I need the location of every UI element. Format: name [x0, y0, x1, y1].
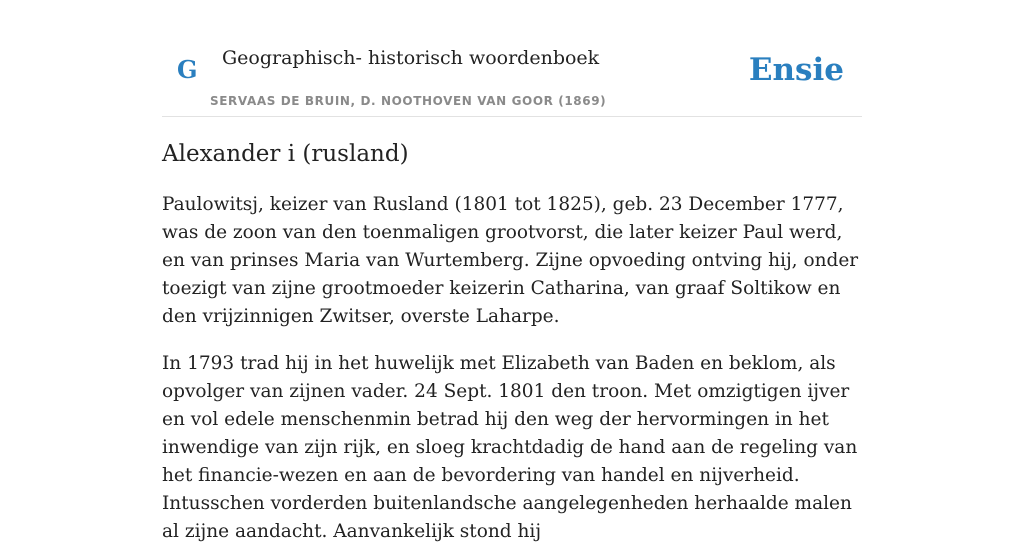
article-paragraph: Paulowitsj, keizer van Rusland (1801 tot 1825), geb. 23 December 1777, was de zoon van den toenmaligen grootvorst, die later keizer Paul werd, en van prinses Maria van Wurtemberg. Zijne opvoeding ontving hij, onder toezigt van zijne grootmoeder keizerin Catharina, van graaf Soltikow en den vrijzinnigen Zwitser, overste Laharpe. — [162, 194, 859, 327]
ensie-logo-link[interactable]: Ensie — [748, 52, 844, 88]
book-letter-link[interactable]: G — [177, 55, 198, 84]
entry-title: Alexander i (rusland) — [162, 141, 409, 167]
book-authors: SERVAAS DE BRUIN, D. NOOTHOVEN VAN GOOR (1869) — [210, 94, 607, 108]
article — [162, 138, 862, 546]
book-title[interactable]: Geographisch- historisch woordenboek — [222, 47, 600, 69]
article-paragraph: In 1793 trad hij in het huwelijk met Elizabeth van Baden en beklom, als opvolger van zijnen vader. 24 Sept. 1801 den troon. Met omzigtigen ijver en vol edele menschenmin betrad hij den weg der hervormingen in het inwendige van zijn rijk, en sloeg krachtdadig de hand aan de regeling van het financie-wezen en aan de bevordering van handel en nijverheid. Intusschen vorderden buitenlandsche aangelegenheden herhaalde malen al zijne aandacht. Aanvankelijk stond hij — [162, 353, 858, 542]
book-header — [162, 0, 862, 117]
